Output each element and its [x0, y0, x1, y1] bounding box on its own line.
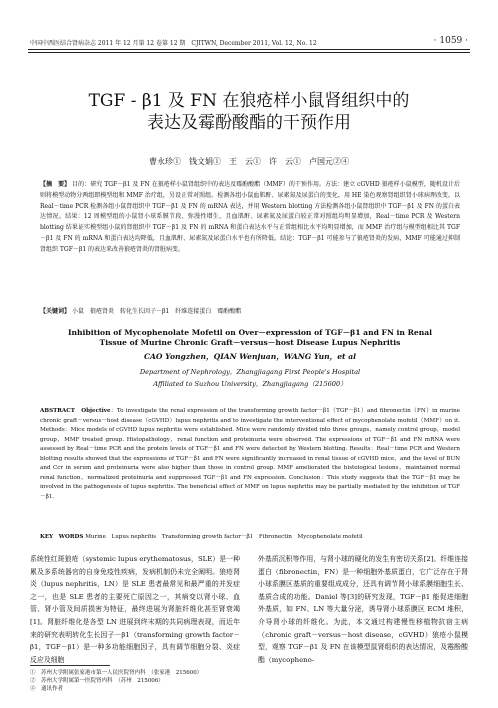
abstract-zh-text: 目的：研究 TGF－β1 及 FN 在狼疮样小鼠肾组织中的表达及霉酚酸酯（MMF）的干预作用。方法：建立 cGVHD 狼疮样小鼠模型，随机设计后则将模型动物分两组即模型组和 MMF 治疗组，另设正常对照组。检测各组小鼠血肌酐、尿素氮及尿蛋白的变化，用 HE 染色观察肾组织肾小球病理改变，以 Real－time PCR 检测各组小鼠肾组织中 TGF－β1 及 FN 的 mRNA 表达，并用 Western blotting 方法检测各组小鼠肾组织中 TGF－β1 及 FN 的蛋白表达情况。结果：12 周模型组的小鼠肾小球系膜节段、弥漫性增生，且血肌酐、尿素氮及尿蛋白较正常对照组均明显增加，Real－time PCR 及 Western blotting 结果证实模型组小鼠的肾组织中 TGF－β1 及 FN 的 mRNA 和蛋白表达水平与正常组相比水平均明显增加，而 MMF 治疗组与模型组相比其 TGF－β1 及 FN 的 mRNA 和蛋白表达均降低，且血肌酐、尿素氮及尿蛋白水平也有所降低。结论：TGF－β1 可能参与了狼疮肾炎的发病，MMF 可能通过抑制肾组织 TGF－β1 的表达来改善狼疮肾炎的肾脏病变。 [40, 181, 460, 253]
title-line-2: 表达及霉酚酸酯的干预作用 [147, 113, 351, 133]
footnote-1: ① 苏州大学附属张家港市第一人民医院肾内科 （张家港 215600） [30, 670, 203, 676]
abstract-zh [40, 180, 460, 256]
english-affiliation-dept: Department of Nephrology，Zhangjiagang First People's Hospital [139, 368, 361, 376]
running-header [30, 36, 468, 48]
keywords-en [40, 532, 460, 540]
header-rule-thin [28, 52, 470, 53]
authors: 曹永珍① 钱文娟① 王 云① 许 云① 卢国元②④ [149, 157, 349, 166]
keywords-zh [40, 306, 460, 315]
footnote-rule [30, 665, 110, 666]
footnote-3: ④ 通讯作者 [30, 686, 64, 692]
english-title-line-2: Tissue of Murine Chronic Graft－versus－host Disease Lupus Nephritis [99, 338, 401, 348]
journal-info: 中国中西医结合肾病杂志 2011 年 12 月第 12 卷第 12 期 CJITWN, December 2011, Vol. 12, No. 12 [30, 40, 317, 47]
article-title [0, 90, 498, 134]
body-column-right: 外基质沉积等作用，与肾小球的硬化的发生有密切关系[2]。纤维连接蛋白（fibronectin，FN）是一种细胞外基质蛋白，它广泛存在于肾小球系膜区基质的重要组成成分，还具有调节肾小球系膜细胞生长、基质合成的功能。Daniel 等[3]的研究发现，TGF－β1 能促进细胞外基质，如 FN、LN 等大量分泌，诱导肾小球系膜区 ECM 堆积，介导肾小球的纤维化。为此，本文通过构建慢性移植物抗宿主病（chronic graft－versus－host disease，cGVHD）狼疮小鼠模型，观察 TGF－β1 及 FN 在该模型鼠肾组织的表达情况，及霉酚酸酯（mycopheno- [258, 555, 468, 664]
page-number: · 1059 · [433, 36, 468, 46]
keywords-zh-text: 小鼠 狼疮肾炎 转化生长因子－β1 纤维连接蛋白 霉酚酸酯 [71, 308, 242, 315]
abstract-en-text: ：To investigate the renal expression of the transforming growth factor－β1（TGF－β1）and fibronectin（FN）in murine chronic graft－versus－host disease（cGVHD）lupus nephritis and to investigate the interventional effect of mycophenolate mofetil（MMF）on it. Methods：Mice models of cGVHD lupus nephritis were established. Mice were randomly divided into three groups，namely control group，model group，MMF treated group. Histopathology，renal function and proteinuria were observed. The expressions of TGF－β1 and FN mRNA were assessed by Real－time PCR and the protein levels of TGF－β1 and FN were detected by Western blotting. Results：Real－time PCR and Western blotting results showed that the expressions of TGF－β1 and FN were significantly increased in renal tissue of cGVHD mice，and the level of BUN and Ccr in serum and proteinuria were also higher than those in control group. MMF ameliorated the histological lesions，maintained normal renal function，normalized proteinuria and suppressed TGF－β1 and FN expression. Conclusion：This study suggests that the TGF－β1 may be involved in the pathogenesis of lupus nephritis. The beneficial effect of MMF on lupus nephritis may be partially mediated by the inhibition of TGF－β1. [40, 408, 460, 500]
abstract-en [40, 407, 460, 502]
header-rule-thick [28, 49, 470, 50]
english-title-line-1: Inhibition of Mycophenolate Mofetil on Over－expression of TGF－β1 and FN in Renal [67, 328, 433, 337]
keywords-zh-label: 【关键词】 [40, 308, 71, 315]
keywords-en-text: Murine Lupus nephritis Transforming growth factor－β1 Fibronectin Mycophenolate mofetil [85, 534, 363, 540]
english-affiliation-univ: Affiliated to Suzhou University，Zhangjiagang（215600） [153, 380, 347, 388]
english-title [40, 328, 460, 349]
footnote-2: ② 苏州大学附属第一医院肾内科 （苏州 215006） [30, 678, 164, 684]
body-column-left: 系统性红斑狼疮（systemic lupus erythematosus，SLE）是一种累及多系统器官的自身免疫性疾病，发病机制仍未完全阐明。狼疮肾炎（lupus nephritis，LN）是 SLE 患者最常见和最严重的并发症之一，也是 SLE 患者的主要死亡原因之一，其病变以肾小球、血管、肾小管及间质损害为特征，最终进展为肾脏纤维化甚至肾衰竭[1]。肾脏纤维化是各型 LN 进展到终末期的共同病理表现，而近年来的研究表明转化生长因子－β1（transforming growth factor－β1，TGF－β1）是一种多功能细胞因子，具有调节细胞分裂、炎症反应及细胞 [30, 555, 240, 664]
keywords-en-label: KEY WORDS [40, 534, 84, 540]
abstract-zh-label: 【摘 要】 [40, 181, 71, 188]
english-authors: CAO Yongzhen，QIAN Wenjuan，WANG Yun，et al [143, 352, 357, 361]
title-line-1: TGF - β1 及 FN 在狼疮样小鼠肾组织中的 [88, 91, 410, 111]
abstract-en-label: ABSTRACT Objective [40, 408, 111, 414]
